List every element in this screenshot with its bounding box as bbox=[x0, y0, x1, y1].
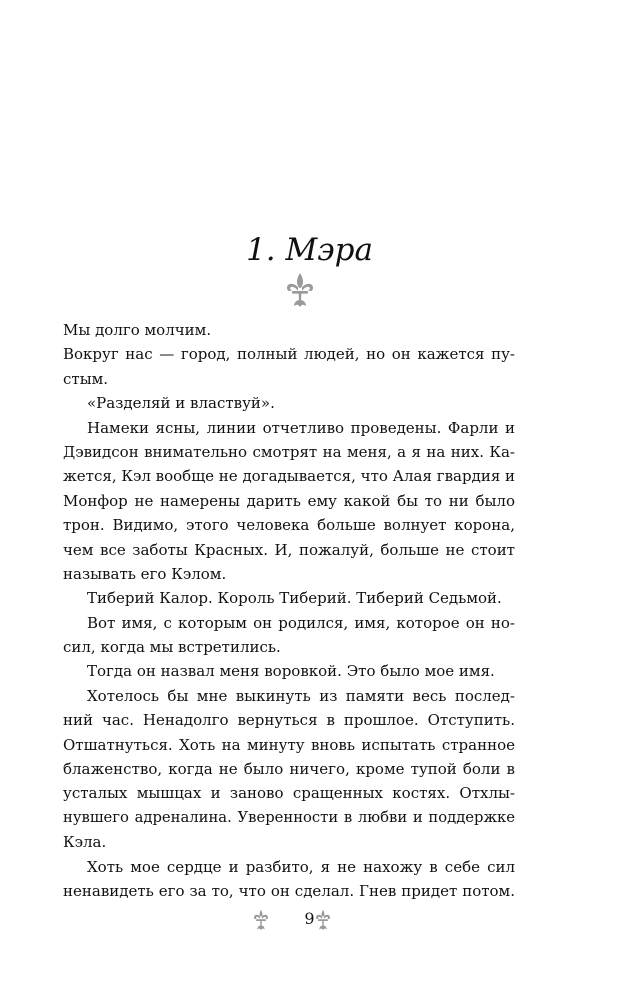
text-line: называть его Кэлом. bbox=[63, 564, 227, 583]
page-number: 9 bbox=[304, 909, 315, 928]
text-line: Вокруг нас — город, полный людей, но он кажется пу- bbox=[63, 345, 515, 364]
text-line: Дэвидсон внимательно смотрят на меня, а я на них. Ка- bbox=[63, 442, 515, 461]
chapter-body bbox=[63, 318, 515, 903]
text-line: Кэла. bbox=[63, 833, 107, 852]
fleur-de-lis-icon bbox=[280, 270, 320, 310]
text-line: стым. bbox=[63, 369, 109, 388]
right-fleuron-icon bbox=[313, 909, 333, 931]
text-line: Хотелось бы мне выкинуть из памяти весь послед- bbox=[87, 686, 515, 705]
text-line: Мы долго молчим. bbox=[63, 321, 212, 339]
text-line: чем все заботы Красных. И, пожалуй, больше не стоит bbox=[63, 540, 515, 559]
page-footer bbox=[0, 905, 619, 935]
text-line: Хоть мое сердце и разбито, я не нахожу в себе сил bbox=[87, 857, 515, 876]
text-line: трон. Видимо, этого человека больше волнует корона, bbox=[63, 516, 515, 535]
text-line: блаженство, когда не было ничего, кроме тупой боли в bbox=[63, 760, 515, 779]
text-line: «Разделяй и властвуй». bbox=[87, 394, 275, 413]
text-line: Вот имя, с которым он родился, имя, которое он но- bbox=[87, 613, 515, 632]
text-line: сил, когда мы встретились. bbox=[63, 638, 281, 657]
text-line: нувшего адреналина. Уверенности в любви и поддержке bbox=[63, 808, 515, 826]
text-line: жется, Кэл вообще не догадывается, что Алая гвардия и bbox=[63, 467, 516, 486]
text-line: Тиберий Калор. Король Тиберий. Тиберий Седьмой. bbox=[87, 589, 502, 608]
text-line: Отшатнуться. Хоть на минуту вновь испытать странное bbox=[63, 735, 515, 754]
chapter-title: 1. Мэра bbox=[246, 232, 373, 268]
text-line: Намеки ясны, линии отчетливо проведены. Фарли и bbox=[87, 418, 515, 437]
text-line: ненавидеть его за то, что он сделал. Гнев придет потом. bbox=[63, 881, 515, 900]
text-line: ний час. Ненадолго вернуться в прошлое. Отступить. bbox=[63, 711, 515, 730]
text-line: Монфор не намерены дарить ему какой бы то ни было bbox=[63, 491, 515, 510]
text-line: усталых мышцах и заново сращенных костях. Отхлы- bbox=[63, 784, 515, 803]
text-line: Тогда он назвал меня воровкой. Это было мое имя. bbox=[87, 662, 495, 681]
